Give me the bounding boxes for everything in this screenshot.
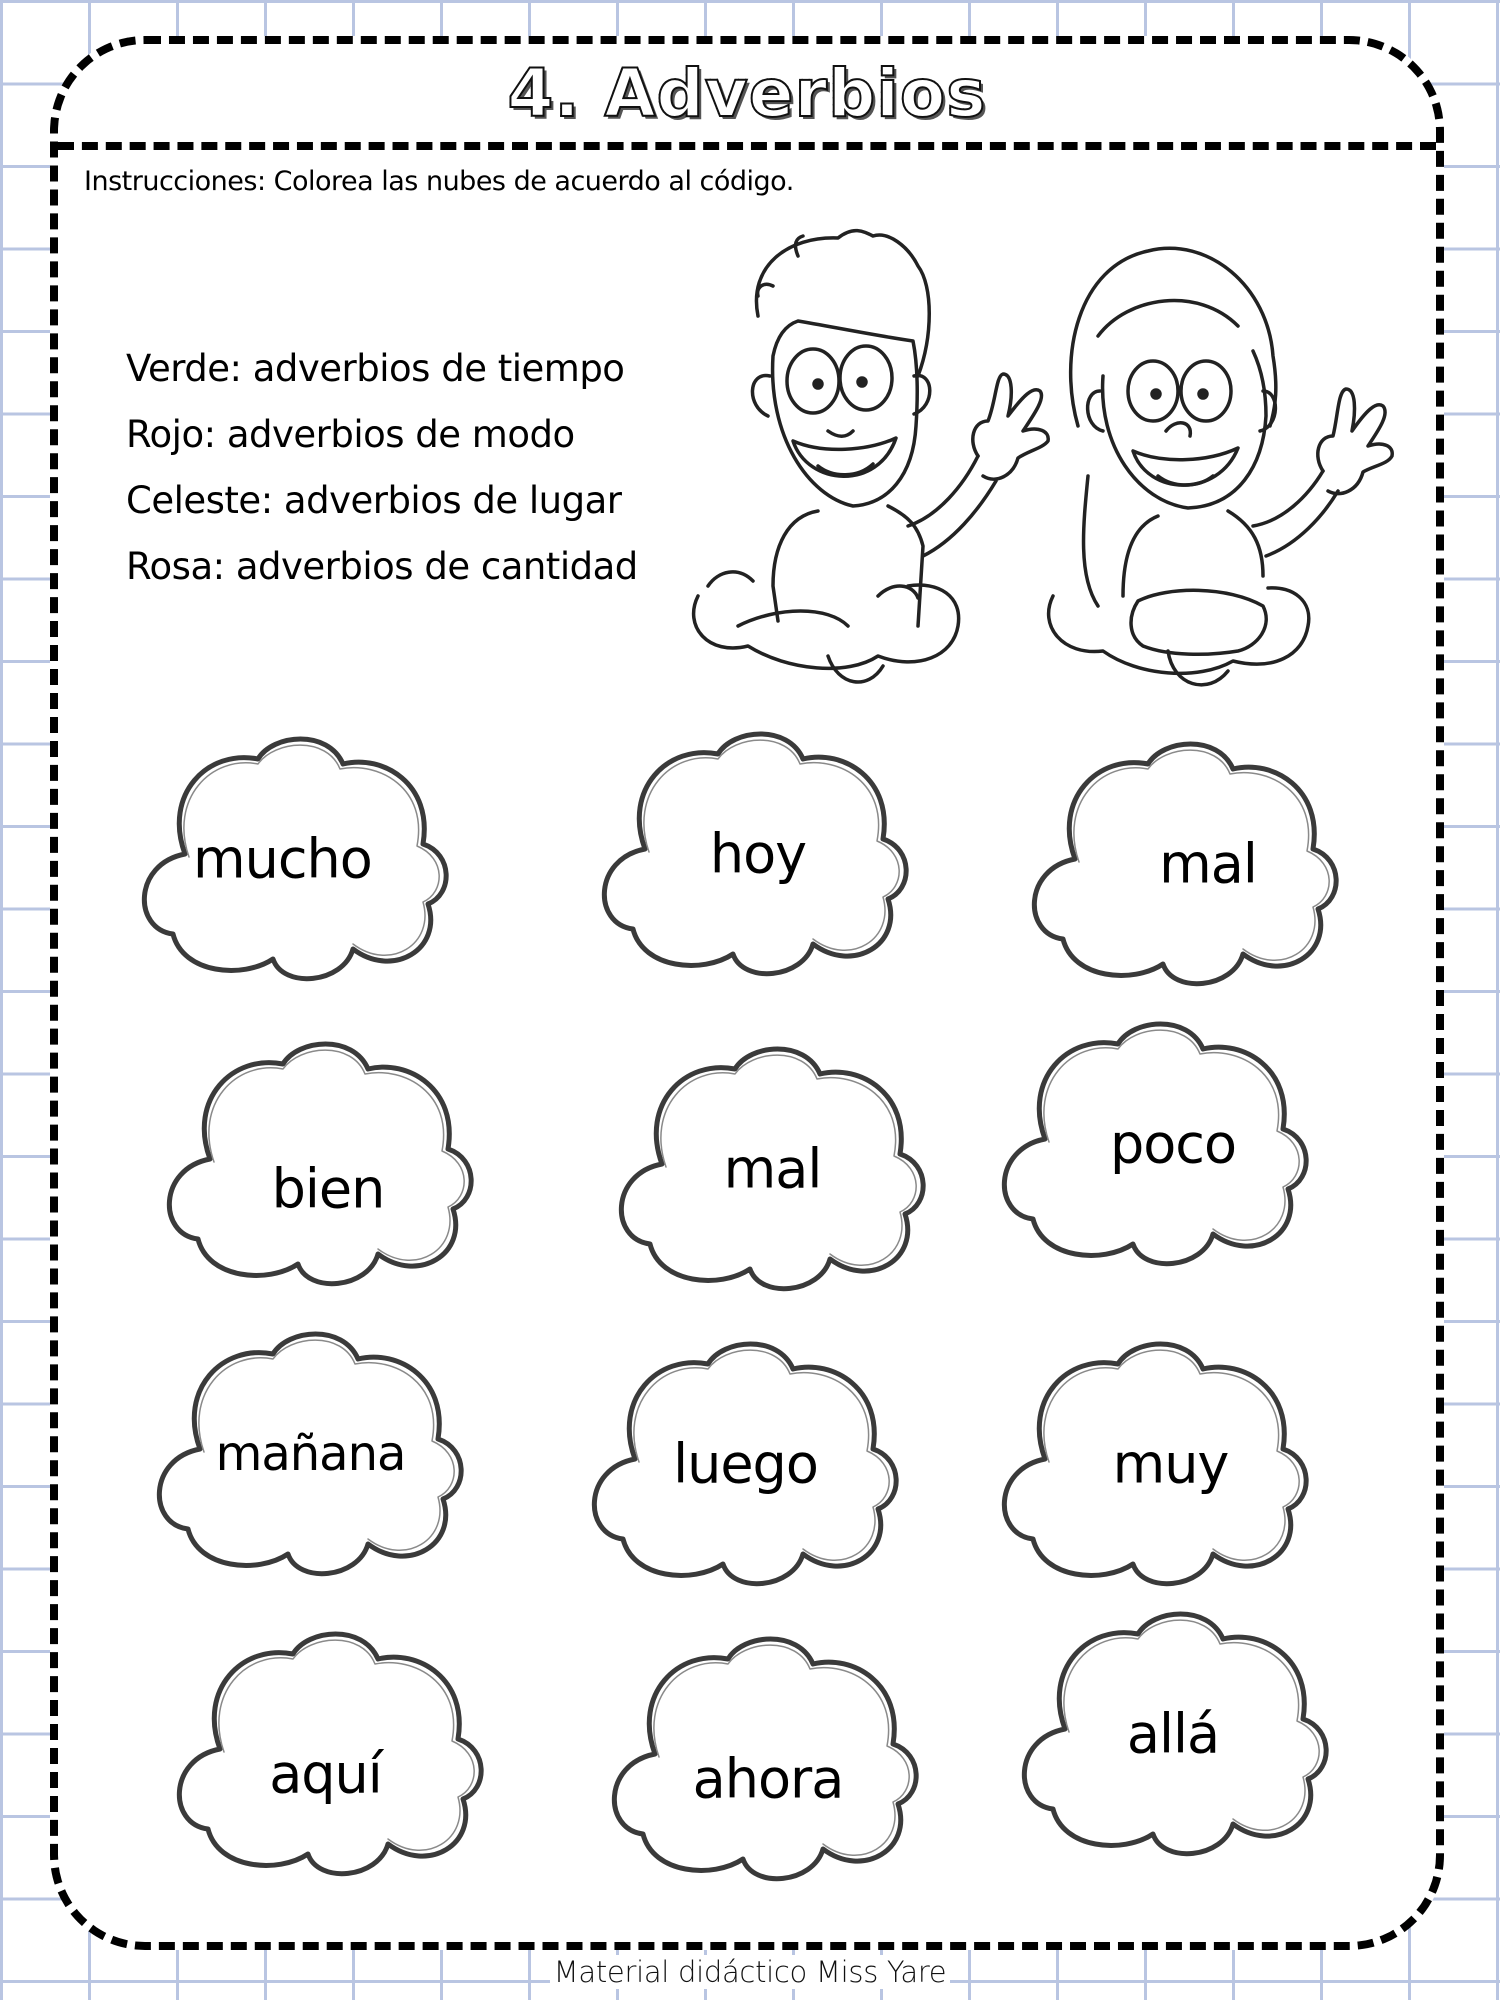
- cloud-word-card[interactable]: [593, 729, 933, 979]
- legend-item-celeste: Celeste: adverbios de lugar: [126, 479, 622, 522]
- boy-figure-icon: [694, 231, 1049, 682]
- color-code-legend: [126, 336, 638, 600]
- instructions-text: Instrucciones: Colorea las nubes de acuerdo al código.: [84, 166, 794, 197]
- cloud-word-card[interactable]: [1023, 739, 1363, 989]
- footer-text: Material didáctico Miss Yare: [550, 1955, 951, 1989]
- cloud-word: luego: [673, 1432, 818, 1496]
- cloud-word-card[interactable]: [993, 1019, 1333, 1269]
- cloud-word: mañana: [215, 1426, 406, 1482]
- cloud-word-card[interactable]: [158, 1039, 498, 1289]
- cloud-word: mal: [1159, 832, 1257, 896]
- cloud-word: allá: [1126, 1702, 1220, 1766]
- title-bar: [58, 44, 1436, 150]
- kids-illustration: [678, 226, 1408, 696]
- cloud-word-card[interactable]: [1013, 1609, 1353, 1859]
- legend-item-verde: Verde: adverbios de tiempo: [126, 347, 625, 390]
- cloud-word: ahora: [692, 1747, 844, 1811]
- cloud-word-card[interactable]: [603, 1634, 943, 1884]
- cloud-word: bien: [271, 1157, 385, 1221]
- cloud-word-card[interactable]: [148, 1329, 488, 1579]
- cloud-word: hoy: [709, 822, 807, 886]
- cloud-word: poco: [1109, 1112, 1237, 1176]
- girl-figure-icon: [1049, 248, 1393, 685]
- page-title: 4. Adverbios: [507, 54, 987, 132]
- cloud-word-card[interactable]: [610, 1044, 950, 1294]
- cloud-word-card[interactable]: [168, 1629, 508, 1879]
- legend-item-rosa: Rosa: adverbios de cantidad: [126, 545, 638, 588]
- cloud-word: aquí: [269, 1742, 382, 1806]
- cloud-word: muy: [1112, 1432, 1229, 1496]
- cloud-word: mucho: [193, 827, 372, 891]
- legend-item-rojo: Rojo: adverbios de modo: [126, 413, 575, 456]
- footer-credit: [0, 1955, 1500, 1989]
- cloud-word-card[interactable]: [583, 1339, 923, 1589]
- cloud-word-card[interactable]: [993, 1339, 1333, 1589]
- worksheet-frame: [50, 36, 1444, 1950]
- cloud-word: mal: [723, 1137, 822, 1201]
- cloud-word-card[interactable]: [133, 734, 473, 984]
